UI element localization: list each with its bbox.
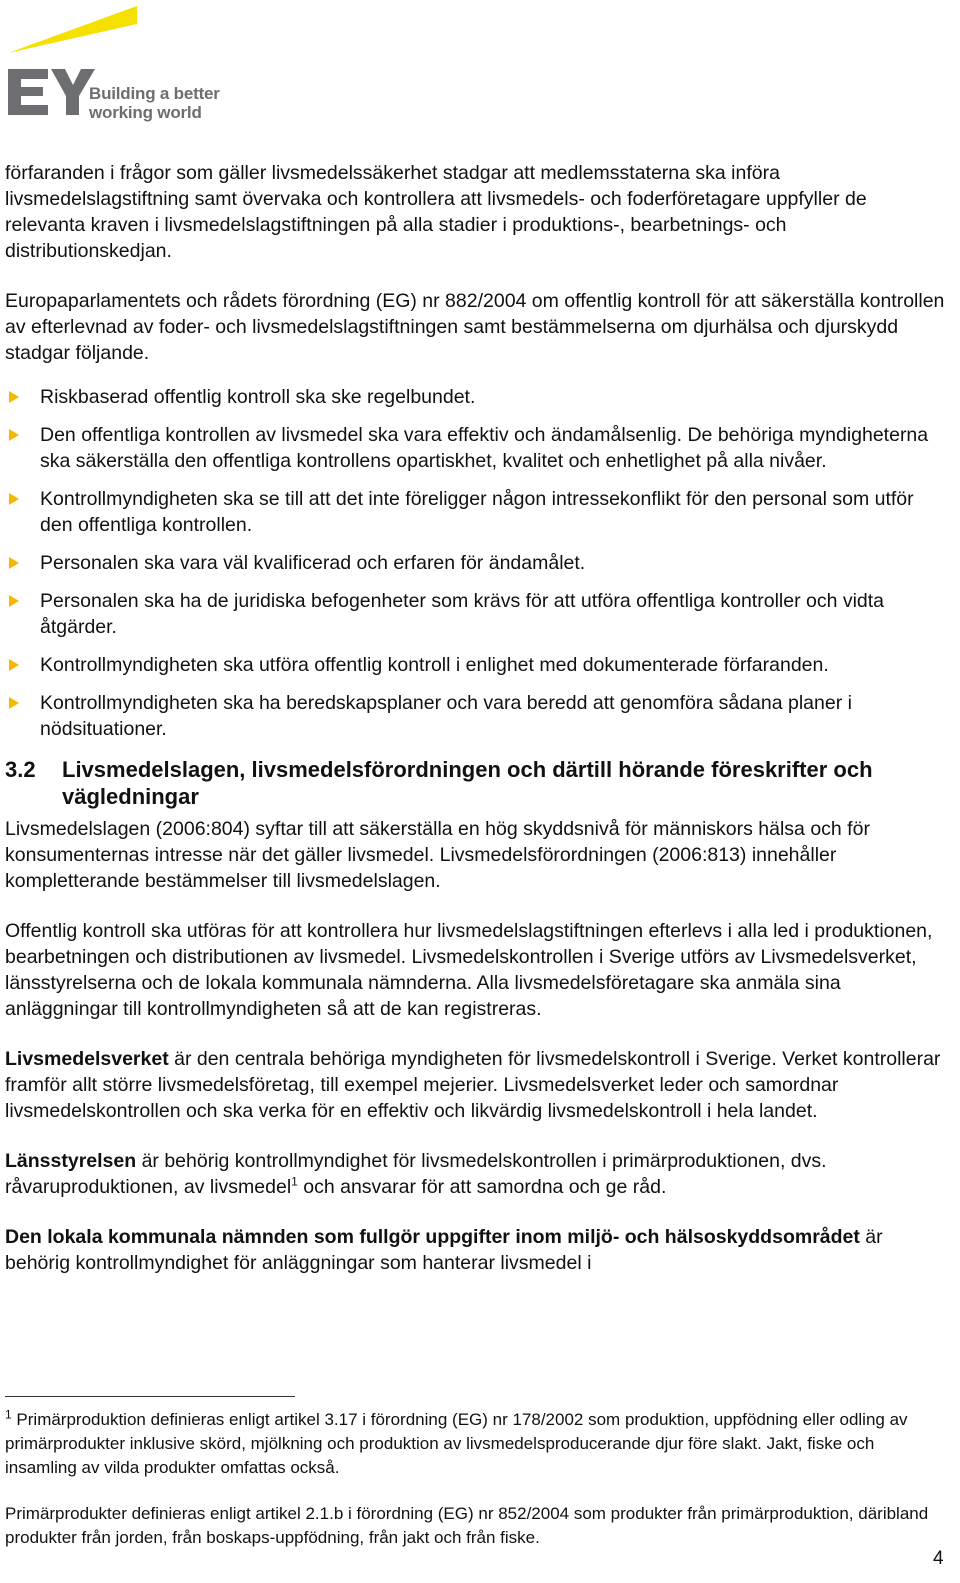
bold-term: Länsstyrelsen — [5, 1150, 137, 1172]
footnote: $^1$ Primärproduktion definieras enligt artikel 3.17 i förordning (EG) nr 178/2002 som produktion, uppfödning eller odling av primärprodukter inklusive skörd, mjölkning och produktion av livsmedelsproducerande djur före slakt. Jakt, fiske och insamling av vilda produkter omfattas också. — [5, 1407, 908, 1477]
bold-term: Den lokala kommunala nämnden som fullgör uppgifter inom miljö- och hälsoskyddsområdet — [5, 1226, 860, 1248]
page-number: 4 — [933, 1548, 944, 1569]
bullet-triangle-icon — [9, 595, 19, 607]
bold-term: Livsmedelsverket — [5, 1048, 169, 1070]
document-body — [5, 160, 950, 1300]
list-item: Kontrollmyndigheten ska se till att det inte föreligger någon intressekonflikt för den personal som utför den offentliga kontrollen. — [5, 486, 950, 538]
footnote-reference[interactable]: 1 — [291, 1174, 298, 1189]
list-item: Kontrollmyndigheten ska utföra offentlig kontroll i enlighet med dokumenterade förfaranden. — [5, 652, 950, 678]
footnote-marker: 1 — [5, 1407, 12, 1422]
footnotes — [5, 1408, 950, 1550]
bullet-triangle-icon — [9, 391, 19, 403]
body-paragraph: Livsmedelsverket är den centrala behöriga myndigheten för livsmedelskontroll i Sverige. Verket kontrollerar framför allt större livsmedelsföretag, till exempel mejerier. Livsmedelsverket leder och samordnar livsmedelskontrollen och ska verka för en effektiv och likvärdig livsmedelskontroll i hela landet. — [5, 1048, 941, 1122]
logo-tagline-line1: Building a better — [89, 84, 220, 103]
list-item: Den offentliga kontrollen av livsmedel ska vara effektiv och ändamålsenlig. De behöriga myndigheterna ska säkerställa den offentliga kontrollens opartiskhet, kvalitet och enhetlighet på alla nivåer. — [5, 422, 950, 474]
body-paragraph: Länsstyrelsen är behörig kontrollmyndighet för livsmedelskontrollen i primärproduktionen, dvs. råvaruproduktionen, av livsmedel$^1$ och ansvarar för att samordna och ge råd. — [5, 1150, 827, 1198]
bullet-triangle-icon — [9, 493, 19, 505]
body-paragraph: Livsmedelslagen (2006:804) syftar till att säkerställa en hög skyddsnivå för människors hälsa och för konsumenternas intresse när det gäller livsmedel. Livsmedelsförordningen (2006:813) innehåller kompletterande bestämmelser till livsmedelslagen. — [5, 818, 870, 892]
section-heading — [5, 756, 950, 810]
section-title: Livsmedelslagen, livsmedelsförordningen och därtill hörande föreskrifter och vägledningar — [62, 757, 873, 809]
body-paragraph: Offentlig kontroll ska utföras för att kontrollera hur livsmedelslagstiftningen efterlevs i alla led i produktionen, bearbetningen och distributionen av livsmedel. Livsmedelskontrollen i Sverige utförs av Livsmedelsverket, länsstyrelserna och de lokala kommunala nämnderna. Alla livsmedelsföretagare ska anmäla sina anläggningar till kontrollmyndigheten så att de kan registreras. — [5, 920, 933, 1020]
list-item: Personalen ska vara väl kvalificerad och erfaren för ändamålet. — [5, 550, 950, 576]
body-paragraph: Europaparlamentets och rådets förordning (EG) nr 882/2004 om offentlig kontroll för att säkerställa kontrollen av efterlevnad av foder- och livsmedelslagstiftningen samt bestämmelserna om djurhälsa och djurskydd stadgar följande. — [5, 290, 945, 364]
bullet-triangle-icon — [9, 697, 19, 709]
bullet-list — [5, 384, 950, 742]
bullet-triangle-icon — [9, 659, 19, 671]
body-paragraph: Den lokala kommunala nämnden som fullgör uppgifter inom miljö- och hälsoskyddsområdet är behörig kontrollmyndighet för anläggningar som hanterar livsmedel i — [5, 1226, 883, 1274]
list-item: Kontrollmyndigheten ska ha beredskapsplaner och vara beredd att genomföra sådana planer i nödsituationer. — [5, 690, 950, 742]
list-item: Riskbaserad offentlig kontroll ska ske regelbundet. — [5, 384, 950, 410]
bullet-triangle-icon — [9, 429, 19, 441]
section-number: 3.2 — [5, 757, 36, 782]
footnote-divider — [5, 1396, 295, 1397]
list-item: Personalen ska ha de juridiska befogenheter som krävs för att utföra offentliga kontroller och vidta åtgärder. — [5, 588, 950, 640]
bullet-triangle-icon — [9, 557, 19, 569]
logo-tagline-line2: working world — [89, 103, 202, 122]
body-paragraph: förfaranden i frågor som gäller livsmedelssäkerhet stadgar att medlemsstaterna ska införa livsmedelslagstiftning samt övervaka och kontrollera att livsmedels- och foderföretagare uppfyller de relevanta kraven i livsmedelslagstiftningen på alla stadier i produktions-, bearbetnings- och distributionskedjan. — [5, 162, 867, 262]
ey-logo — [5, 6, 220, 122]
footnote: Primärprodukter definieras enligt artikel 2.1.b i förordning (EG) nr 852/2004 som produkter från primärproduktion, däribland produkter från jorden, från boskaps-uppfödning, från jakt och från fiske. — [5, 1504, 929, 1547]
